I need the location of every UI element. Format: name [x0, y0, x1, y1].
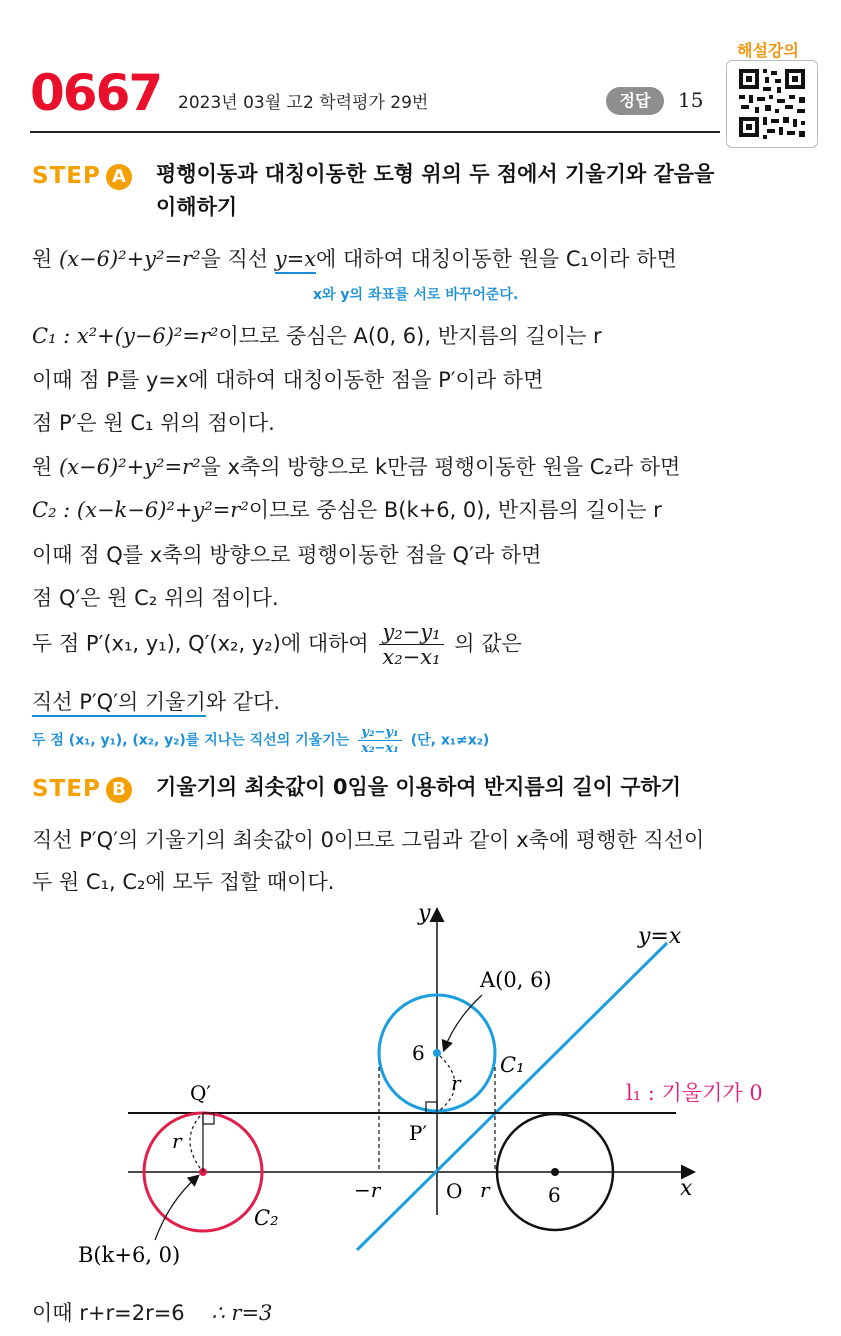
radius-label-c2: r	[172, 1129, 182, 1153]
step-a-line-4: 점 P′은 원 C₁ 위의 점이다.	[32, 411, 275, 435]
slope-fraction: $\frac{\text{y₂−y₁}}{\text{x₂−x₁}}$	[379, 620, 443, 669]
x-tick-six: 6	[548, 1183, 561, 1207]
step-b-badge: B	[106, 777, 132, 803]
qr-code-icon[interactable]	[726, 60, 818, 148]
step-a-line-1: 원 (x−6)²+y²=r²을 직선 y=x에 대하여 대칭이동한 원을 C₁이라 하면	[32, 243, 677, 273]
center-six-point	[551, 1168, 559, 1176]
y-axis-label: y	[418, 901, 431, 926]
p-prime-label: P′	[409, 1121, 427, 1145]
l1-label: l₁ : 기울기가 0	[626, 1081, 763, 1105]
center-a-point	[433, 1049, 441, 1057]
step-a-line-5: 원 (x−6)²+y²=r²을 x축의 방향으로 k만큼 평행이동한 원을 C₂라 하면	[32, 455, 681, 479]
lecture-label: 해설강의	[737, 41, 799, 60]
c1-label: C₁	[500, 1053, 525, 1077]
final-line: 이때 r+r=2r=6 ∴ r=3	[32, 1301, 273, 1325]
line-label: y=x	[638, 924, 682, 949]
step-a-title-line1: 평행이동과 대칭이동한 도형 위의 두 점에서 기울기와 같음을	[156, 162, 715, 186]
step-a-line-7: 이때 점 Q를 x축의 방향으로 평행이동한 점을 Q′라 하면	[32, 543, 542, 567]
note-slope-formula: 두 점 (x₁, y₁), (x₂, y₂)를 지나는 직선의 기울기는 $\frac{\text{y₂−y₁}}{\text{x₂−x₁}}$ (단, x₁≠x₂)	[32, 725, 490, 756]
underlined-line-eq: y=x	[275, 247, 316, 274]
step-a-line-6: C₂ : (x−k−6)²+y²=r²이므로 중심은 B(k+6, 0), 반지름의 길이는 r	[32, 498, 662, 522]
step-b-line-1: 직선 P′Q′의 기울기의 최솟값이 0이므로 그림과 같이 x축에 평행한 직선이	[32, 828, 705, 852]
neg-r-tick: −r	[354, 1178, 381, 1202]
step-a-line-9: 두 점 P′(x₁, y₁), Q′(x₂, y₂)에 대하여 $\frac{\text{y₂−y₁}}{\text{x₂−x₁}}$ 의 값은	[32, 620, 522, 669]
origin-label: O	[446, 1179, 463, 1203]
answer-value: 15	[678, 88, 704, 112]
problem-number: 0667	[30, 64, 162, 122]
note-swap-xy: x와 y의 좌표를 서로 바꾸어준다.	[313, 287, 519, 303]
step-b-title: 기울기의 최솟값이 0임을 이용하여 반지름의 길이 구하기	[156, 775, 682, 799]
pos-r-tick: r	[480, 1178, 490, 1202]
step-a-title-line2: 이해하기	[156, 195, 238, 219]
radius-label-c1: r	[451, 1071, 461, 1095]
q-prime-label: Q′	[190, 1081, 211, 1105]
step-a-line-10: 직선 P′Q′의 기울기와 같다.	[32, 686, 280, 716]
x-axis-label: x	[680, 1176, 693, 1201]
coordinate-figure	[0, 895, 841, 1280]
step-a-badge: A	[106, 164, 132, 190]
y-tick-six: 6	[412, 1041, 425, 1065]
answer-badge: 정답	[606, 87, 664, 115]
step-a-line-2: C₁ : x²+(y−6)²=r²이므로 중심은 A(0, 6), 반지름의 길이는 r	[32, 324, 602, 348]
step-a-line-8: 점 Q′은 원 C₂ 위의 점이다.	[32, 586, 279, 610]
step-b-line-2: 두 원 C₁, C₂에 모두 접할 때이다.	[32, 870, 335, 894]
step-b-label: STEP	[32, 776, 101, 802]
point-b-label: B(k+6, 0)	[78, 1243, 181, 1267]
problem-source: 2023년 03월 고2 학력평가 29번	[178, 93, 429, 113]
step-a-line-3: 이때 점 P를 y=x에 대하여 대칭이동한 점을 P′이라 하면	[32, 368, 544, 392]
header-divider	[30, 131, 720, 133]
step-a-label: STEP	[32, 163, 101, 189]
c2-label: C₂	[254, 1206, 279, 1230]
point-a-label: A(0, 6)	[480, 968, 552, 992]
